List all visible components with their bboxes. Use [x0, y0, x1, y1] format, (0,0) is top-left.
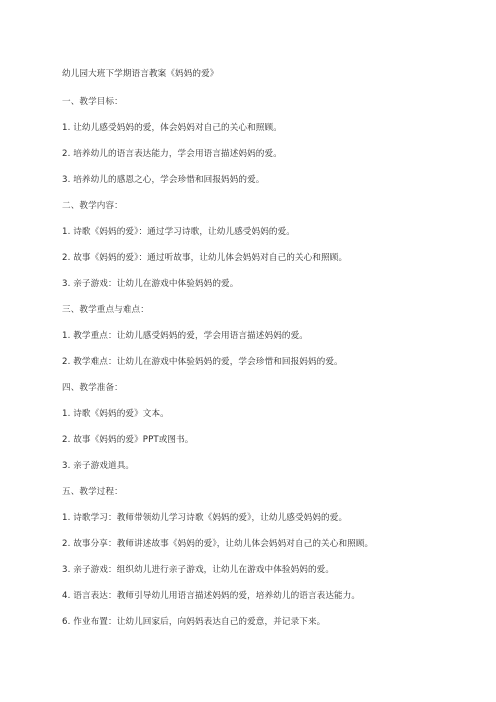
paragraph-line: 1. 教学重点：让幼儿感受妈妈的爱，学会用语言描述妈妈的爱。: [62, 331, 308, 341]
paragraph-line: 6. 作业布置：让幼儿回家后，向妈妈表达自己的爱意，并记录下来。: [62, 617, 326, 627]
paragraph-line: 2. 故事《妈妈的爱》：通过听故事，让幼儿体会妈妈对自己的关心和照顾。: [62, 253, 348, 263]
paragraph-line: 1. 诗歌《妈妈的爱》：通过学习诗歌，让幼儿感受妈妈的爱。: [62, 227, 295, 237]
paragraph-line: 1. 让幼儿感受妈妈的爱，体会妈妈对自己的关心和照顾。: [62, 123, 282, 133]
paragraph-line: 4. 语言表达：教师引导幼儿用语言描述妈妈的爱，培养幼儿的语言表达能力。: [62, 591, 361, 601]
section-heading-preparation: 四、教学准备：: [62, 383, 123, 393]
paragraph-line: 2. 培养幼儿的语言表达能力，学会用语言描述妈妈的爱。: [62, 149, 282, 159]
paragraph-line: 2. 故事《妈妈的爱》PPT或图书。: [62, 435, 194, 445]
paragraph-line: 1. 诗歌《妈妈的爱》文本。: [62, 409, 169, 419]
paragraph-line: 2. 故事分享：教师讲述故事《妈妈的爱》，让幼儿体会妈妈对自己的关心和照顾。: [62, 539, 374, 549]
paragraph-line: 1. 诗歌学习：教师带领幼儿学习诗歌《妈妈的爱》，让幼儿感受妈妈的爱。: [62, 513, 348, 523]
paragraph-line: 3. 亲子游戏：让幼儿在游戏中体验妈妈的爱。: [62, 279, 239, 289]
paragraph-line: 3. 培养幼儿的感恩之心，学会珍惜和回报妈妈的爱。: [62, 175, 265, 185]
section-heading-key-points: 三、教学重点与难点：: [62, 305, 149, 315]
section-heading-objectives: 一、教学目标：: [62, 97, 123, 107]
document-title: 幼儿园大班下学期语言教案《妈妈的爱》: [62, 69, 219, 79]
section-heading-process: 五、教学过程：: [62, 487, 123, 497]
section-heading-content: 二、教学内容：: [62, 201, 123, 211]
paragraph-line: 3. 亲子游戏道具。: [62, 461, 135, 471]
paragraph-line: 3. 亲子游戏：组织幼儿进行亲子游戏，让幼儿在游戏中体验妈妈的爱。: [62, 565, 335, 575]
paragraph-line: 2. 教学难点：让幼儿在游戏中体验妈妈的爱，学会珍惜和回报妈妈的爱。: [62, 357, 343, 367]
